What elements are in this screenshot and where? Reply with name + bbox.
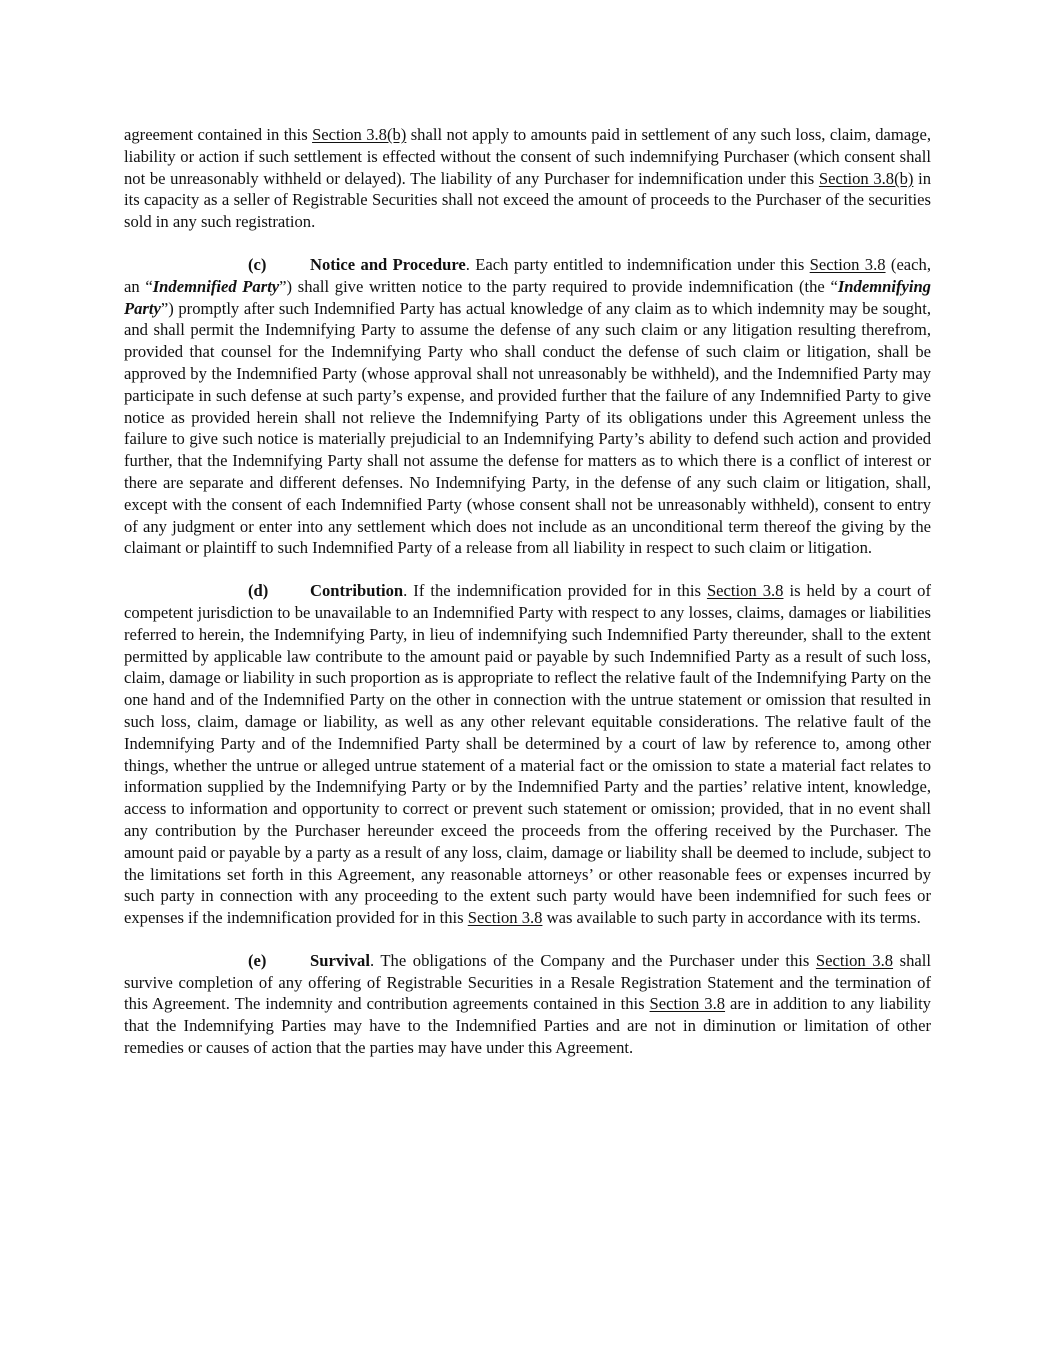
section-reference: Section 3.8(b) — [818, 168, 914, 188]
subsection-heading: Contribution — [310, 581, 404, 601]
section-reference: Section 3.8 — [815, 950, 894, 970]
section-reference: Section 3.8 — [467, 908, 543, 928]
paragraph-continuation — [124, 124, 931, 233]
subsection-letter: (d) — [248, 581, 269, 601]
text: . The obligations of the Company and the Purchaser under this — [369, 950, 816, 970]
defined-term: Indemnifying Party — [124, 276, 931, 318]
text: are in addition to any liability that the Indemnifying Parties may have to the Indemnified Parties and are not in diminution or limitation of other remedies or causes of action that the parties may have under this Agreement. — [124, 994, 931, 1058]
paragraph-notice-and-procedure — [124, 254, 931, 559]
defined-term: Indemnified Party — [152, 276, 280, 296]
subsection-heading: Notice and Procedure — [310, 254, 466, 274]
text: . If the indemnification provided for in this — [403, 581, 707, 601]
text: . Each party entitled to indemnification under this — [465, 254, 810, 274]
text: is held by a court of competent jurisdiction to be unavailable to an Indemnified Party with respect to any losses, claims, damages or liabilities referred to herein, the Indemnifying Party, in lieu of indemnifying such Indemnified Party thereunder, shall to the extent permitted by applicable law contribute to the amount paid or payable by such Indemnified Party as a result of such loss, claim, damage or liability in such proportion as is appropriate to reflect the relative fault of the Indemnifying Party on the one hand and of the Indemnified Party on the other in connection with the untrue statement or omission that resulted in such loss, claim, damage or liability, as well as any other relevant equitable considerations. The relative fault of the Indemnifying Party and of the Indemnified Party shall be determined by a court of law by reference to, among other things, whether the untrue or alleged untrue statement of a material fact or the omission to state a material fact relates to information supplied by the Indemnifying Party or by the Indemnified Party and the parties’ relative intent, knowledge, access to information and opportunity to correct or prevent such statement or omission; provided, that in no event shall any contribution by the Purchaser hereunder exceed the proceeds from the offering received by the Purchaser. The amount paid or payable by a party as a result of any loss, claim, damage or liability shall be deemed to include, subject to the limitations set forth in this Agreement, any reasonable attorneys’ or other reasonable fees or expenses incurred by such party in connection with any proceeding to the extent such party would have been indemnified for such fees or expenses if the indemnification provided for in this — [124, 581, 932, 928]
text: (each, an “ — [124, 254, 931, 296]
paragraph-survival — [124, 950, 931, 1059]
section-reference: Section 3.8 — [649, 994, 726, 1014]
subsection-letter: (c) — [248, 254, 267, 274]
paragraph-contribution — [124, 580, 931, 929]
text: shall survive completion of any offering of Registrable Securities in a Resale Registration Statement and the termination of this Agreement. The indemnity and contribution agreements contained in this — [124, 950, 931, 1014]
section-reference: Section 3.8 — [809, 254, 886, 274]
text: was available to such party in accordance with its terms. — [542, 908, 921, 928]
text: agreement contained in this — [124, 125, 313, 144]
text: shall not apply to amounts paid in settlement of any such loss, claim, damage, liability or action if such settlement is effected without the consent of such indemnifying Purchaser (which consent shall not be unreasonably withheld or delayed). The liability of any Purchaser for indemnification under this — [124, 125, 931, 188]
document-page — [124, 124, 931, 1080]
section-reference: Section 3.8(b) — [312, 125, 407, 144]
subsection-letter: (e) — [248, 950, 267, 970]
text: ”) promptly after such Indemnified Party has actual knowledge of any claim as to which indemnity may be sought, and shall permit the Indemnifying Party to assume the defense of any such claim or any litigation resulting therefrom, provided that counsel for the Indemnifying Party who shall conduct the defense of such claim or litigation, shall be approved by the Indemnified Party (whose approval shall not unreasonably be withheld), and the Indemnified Party may participate in such defense at such party’s expense, and provided further that the failure of any Indemnified Party to give notice as provided herein shall not relieve the Indemnifying Party of its obligations under this Agreement unless the failure to give such notice is materially prejudicial to an Indemnifying Party’s ability to defend such action and provided further, that the Indemnifying Party shall not assume the defense for matters as to which there is a conflict of interest or there are separate and different defenses. No Indemnifying Party, in the defense of any such claim or litigation, shall, except with the consent of each Indemnified Party (whose consent shall not be unreasonably withheld), consent to entry of any judgment or enter into any settlement which does not include as an unconditional term thereof the giving by the claimant or plaintiff to such Indemnified Party of a release from all liability in respect to such claim or litigation. — [124, 298, 931, 558]
section-reference: Section 3.8 — [706, 581, 784, 601]
text: in its capacity as a seller of Registrable Securities shall not exceed the amount of proceeds to the Purchaser of the securities sold in any such registration. — [124, 168, 931, 232]
text: ”) shall give written notice to the party required to provide indemnification (the “ — [279, 276, 838, 296]
subsection-heading: Survival — [310, 950, 370, 970]
